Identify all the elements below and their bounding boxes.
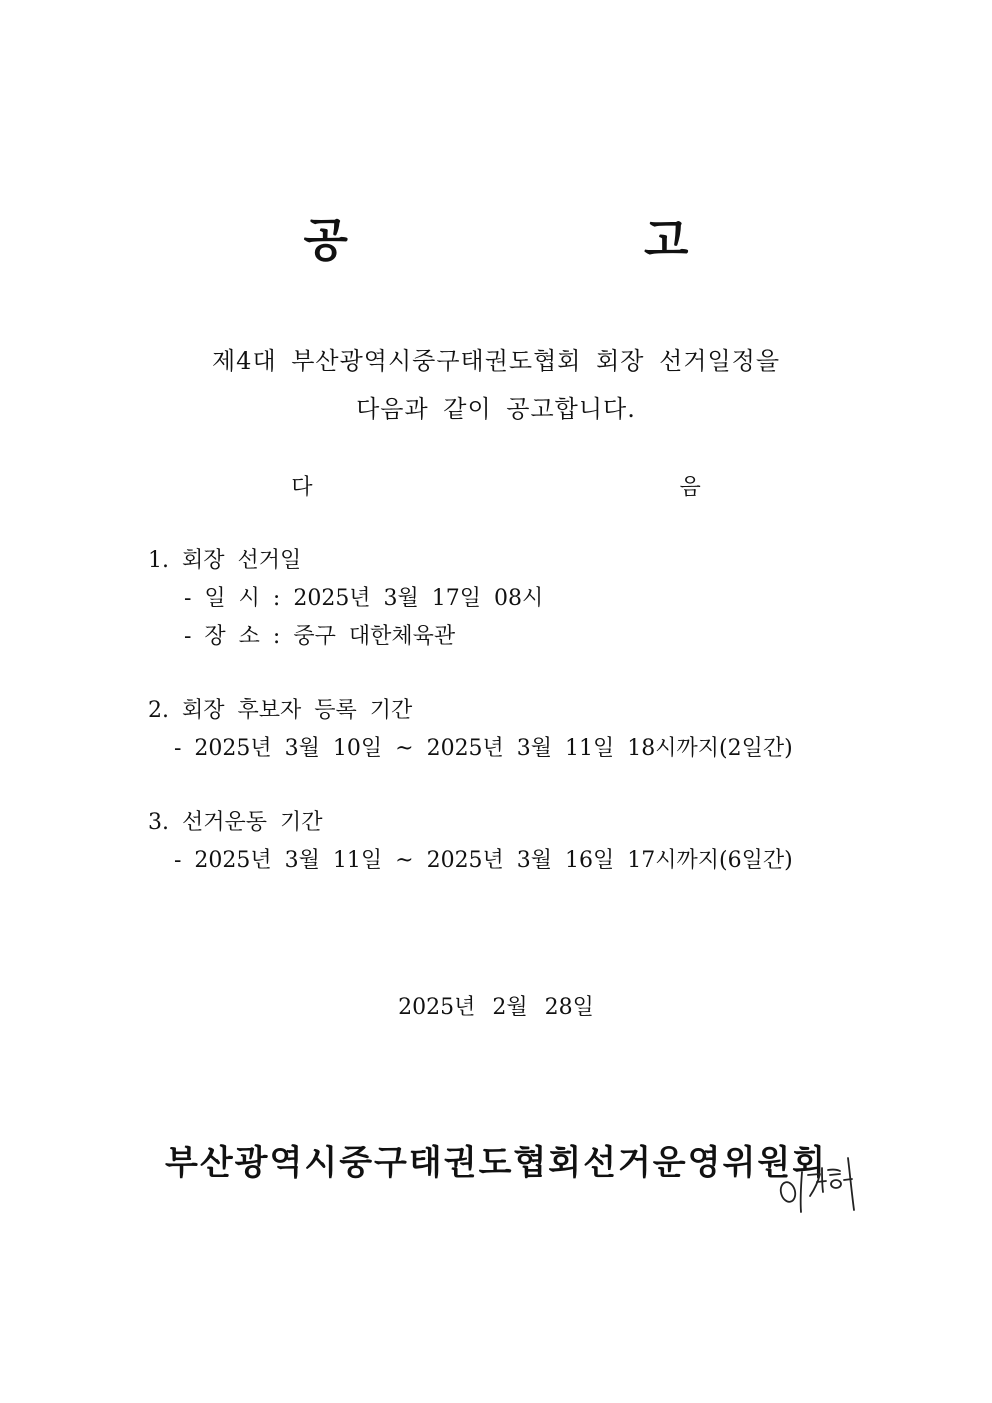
intro-line-1: 제4대 부산광역시중구태권도협회 회장 선거일정을 [211,347,781,375]
section-candidate-registration [148,692,928,768]
section-heading: 2. 회장 후보자 등록 기간 [148,698,413,723]
notice-date: 2025년 2월 28일 [398,995,594,1020]
campaign-period: - 2025년 3월 11일 ~ 2025년 3월 16일 17시까지(6일간) [174,848,793,873]
section-campaign-period [148,804,928,880]
section-election-day [148,542,928,656]
election-venue: - 장 소 : 중구 대한체육관 [184,624,456,649]
intro-line-2: 다음과 같이 공고합니다. [356,395,636,423]
handwritten-signature [770,1140,870,1220]
section-heading: 3. 선거운동 기간 [148,810,323,835]
organization-name: 부산광역시중구태권도협회선거운영위원회 [164,1143,828,1183]
section-heading-dagum: 다 음 [291,475,881,500]
notice-title: 공 고 [303,213,829,267]
section-heading: 1. 회장 선거일 [148,548,302,573]
election-datetime: - 일 시 : 2025년 3월 17일 08시 [184,586,544,611]
registration-period: - 2025년 3월 10일 ~ 2025년 3월 11일 18시까지(2일간) [174,736,793,761]
schedule-sections [148,542,928,916]
intro-paragraph [0,337,992,433]
